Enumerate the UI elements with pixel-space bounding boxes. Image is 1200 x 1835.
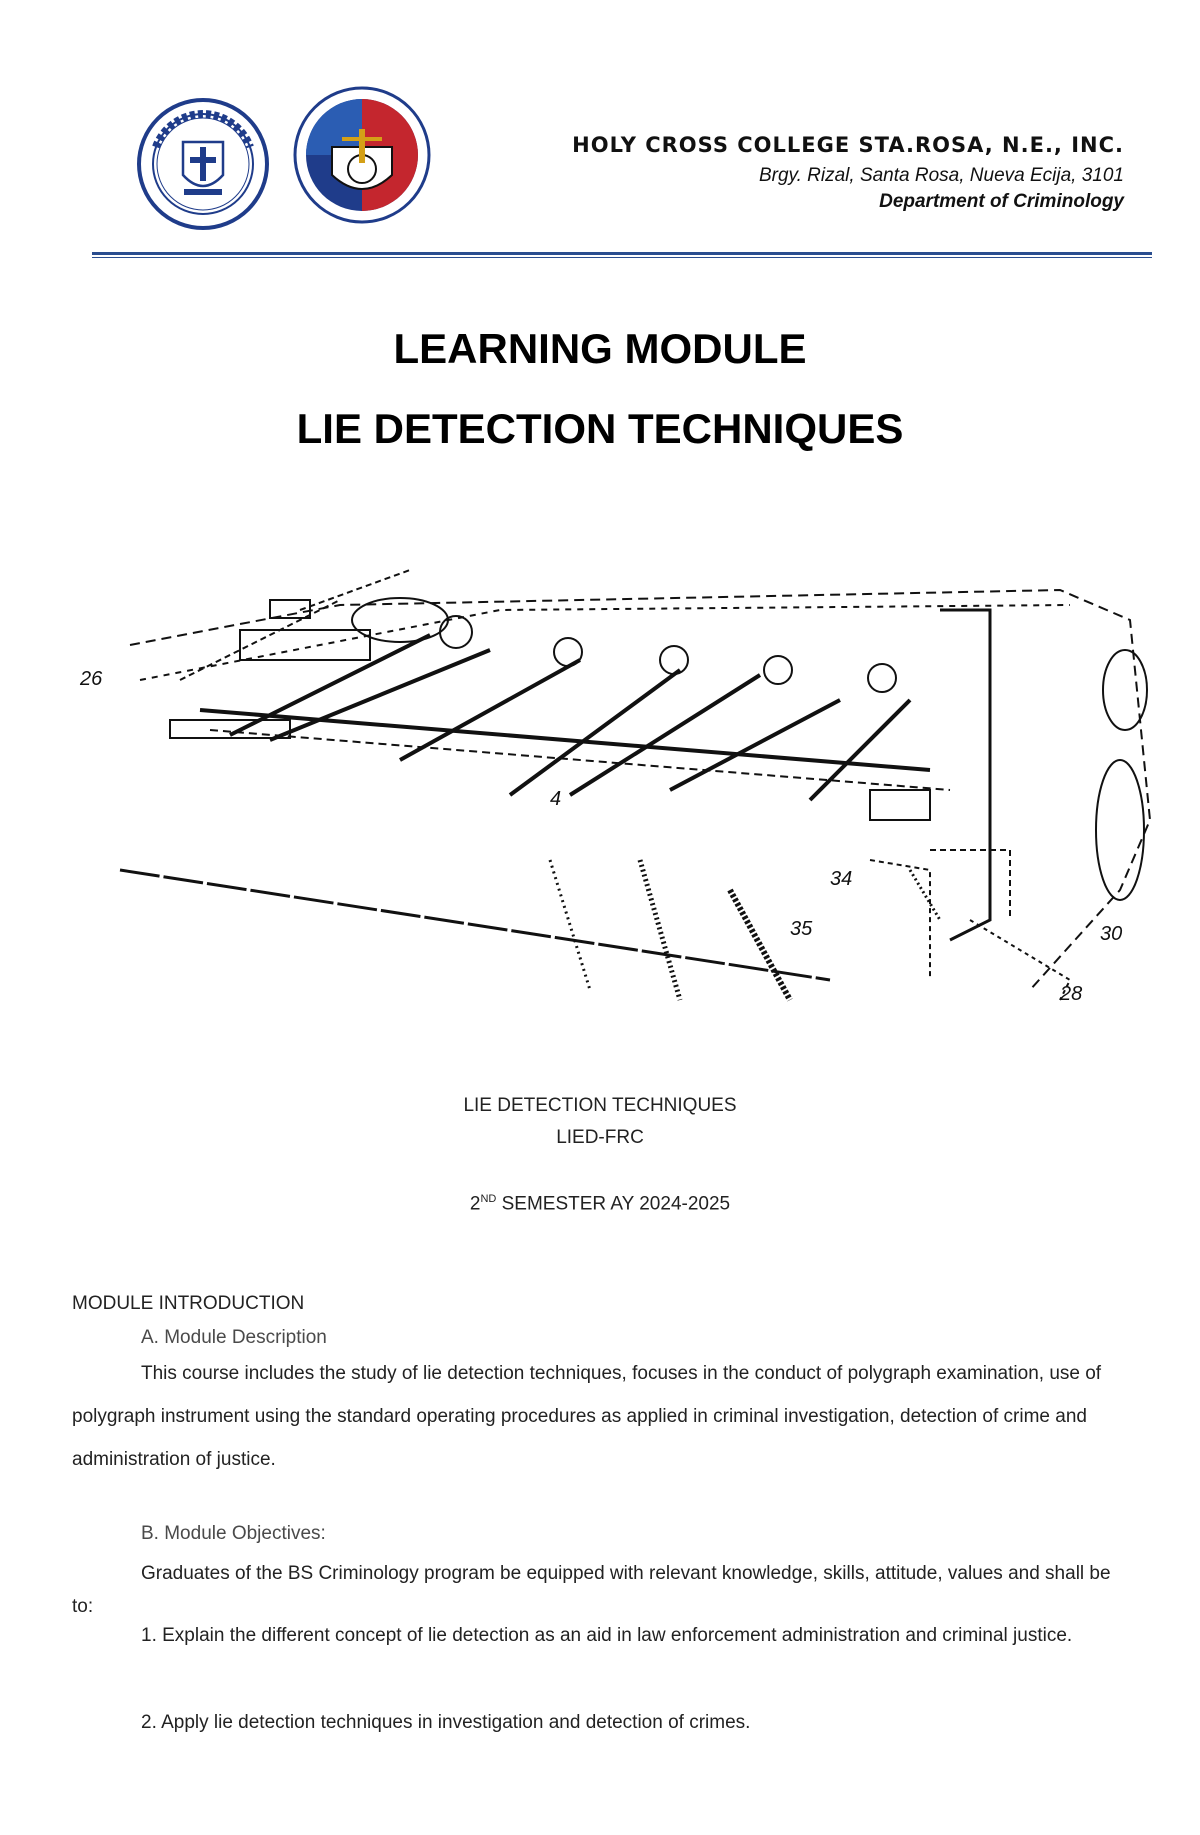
holy-cross-college-seal-icon bbox=[136, 97, 270, 231]
figure-label-28: 28 bbox=[1060, 983, 1083, 1005]
figure-label-35: 35 bbox=[790, 918, 813, 940]
semester bbox=[0, 1193, 1200, 1215]
semester-number: 2 bbox=[469, 1193, 481, 1215]
figure-label-34: 34 bbox=[830, 868, 853, 890]
header-divider-thin bbox=[92, 257, 1152, 258]
objective-item: 2. Apply lie detection techniques in investigation and detection of crimes. bbox=[141, 1712, 751, 1733]
course-name: LIE DETECTION TECHNIQUES bbox=[463, 1095, 737, 1116]
department-name: Department of Criminology bbox=[879, 191, 1124, 212]
header-divider bbox=[92, 252, 1152, 255]
figure-label-4: 4 bbox=[550, 788, 562, 810]
course-code: LIED-FRC bbox=[556, 1127, 644, 1148]
semester-suffix: ND bbox=[480, 1193, 497, 1205]
page-title: LEARNING MODULE bbox=[393, 325, 807, 372]
figure-label-30: 30 bbox=[1100, 923, 1123, 945]
module-description-text: This course includes the study of lie detection techniques, focuses in the conduct of polygraph examination, use of polygraph instrument using the standard operating procedures as applied in criminal investigation, detection of crime and administration of justice. bbox=[72, 1363, 1102, 1470]
college-info bbox=[444, 133, 1124, 213]
college-address: Brgy. Rizal, Santa Rosa, Nueva Ecija, 3101 bbox=[758, 165, 1124, 186]
college-name: HOLY CROSS COLLEGE STA.ROSA, N.E., INC. bbox=[572, 133, 1124, 157]
module-objectives-text: Graduates of the BS Criminology program be equipped with relevant knowledge, skills, attitude, values and shall be to: bbox=[72, 1563, 1111, 1617]
polygraph-instrument-diagram-icon bbox=[70, 560, 1170, 1060]
figure-label-26: 26 bbox=[80, 668, 103, 690]
module-introduction-heading: MODULE INTRODUCTION bbox=[72, 1293, 305, 1314]
document-header bbox=[92, 85, 1152, 255]
objective-item: 1. Explain the different concept of lie detection as an aid in law enforcement administration and criminal justice. bbox=[141, 1625, 1073, 1646]
semester-text: SEMESTER AY 2024-2025 bbox=[496, 1193, 731, 1215]
module-description-label: A. Module Description bbox=[141, 1327, 327, 1348]
page-subtitle: LIE DETECTION TECHNIQUES bbox=[296, 405, 904, 452]
criminal-justice-seal-icon bbox=[292, 85, 432, 225]
module-objectives-label: B. Module Objectives: bbox=[141, 1523, 326, 1544]
